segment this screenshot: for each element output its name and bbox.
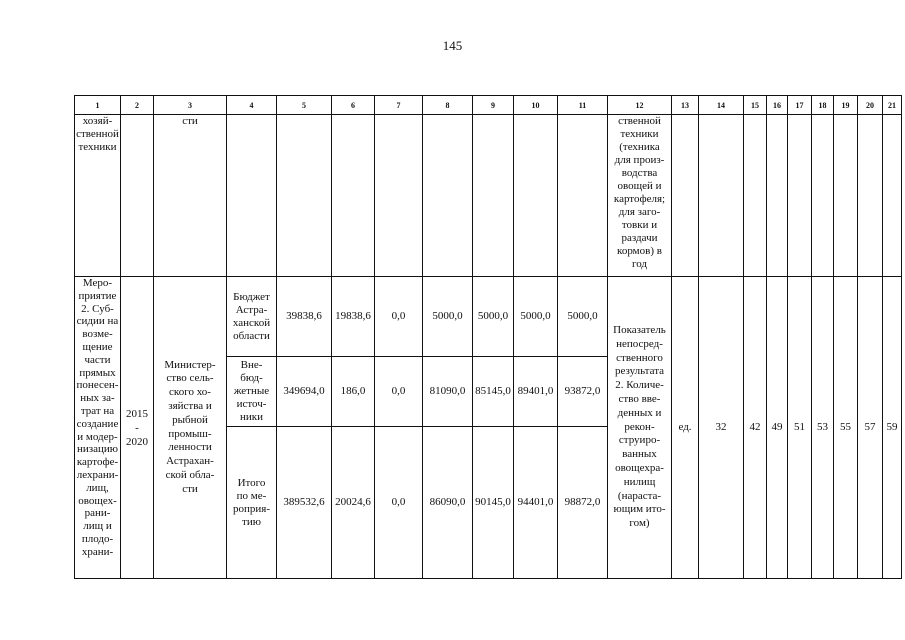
source-name-cell: [227, 427, 277, 579]
empty-cell: [121, 115, 154, 277]
measure-period-cell: [121, 277, 154, 579]
indicator-text: Показатель непосред- ственного результата 2. Количе- ство вве- денных и рекон- струиро- ванных овощехра- нилищ (нараста- ющим ито- гом): [613, 324, 666, 530]
empty-cell: [332, 115, 375, 277]
measure-period-text: 2015 - 2020: [126, 407, 148, 448]
source-name-text: Итого по ме- роприя- тию: [233, 476, 270, 528]
target-cell: 55: [834, 277, 858, 579]
column-header: 5: [277, 96, 332, 115]
column-header: 17: [788, 96, 812, 115]
empty-cell: [883, 115, 902, 277]
empty-cell: [558, 115, 608, 277]
continuation-indicator-text: ственной техники (техника для произ- водства овощей и картофеля; для заго- товки и раздачи кормов) в год: [613, 115, 666, 270]
empty-cell: [834, 115, 858, 277]
measure-row-budget: [75, 277, 902, 357]
column-header: 21: [883, 96, 902, 115]
value-cell: 89401,0: [514, 357, 558, 427]
empty-cell: [672, 115, 699, 277]
column-header: 15: [744, 96, 767, 115]
value-cell: 186,0: [332, 357, 375, 427]
target-cell: 32: [699, 277, 744, 579]
source-name-cell: [227, 357, 277, 427]
value-cell: 0,0: [375, 427, 423, 579]
column-header: 14: [699, 96, 744, 115]
column-header: 19: [834, 96, 858, 115]
empty-cell: [514, 115, 558, 277]
value-cell: 86090,0: [423, 427, 473, 579]
source-name-cell: [227, 277, 277, 357]
empty-cell: [767, 115, 788, 277]
value-cell: 90145,0: [473, 427, 514, 579]
value-cell: 0,0: [375, 277, 423, 357]
value-cell: 94401,0: [514, 427, 558, 579]
source-name-text: Бюджет Астра- ханской области: [232, 290, 271, 342]
measure-executor-cell: [154, 277, 227, 579]
value-cell: 5000,0: [423, 277, 473, 357]
target-cell: 51: [788, 277, 812, 579]
value-cell: 93872,0: [558, 357, 608, 427]
empty-cell: [375, 115, 423, 277]
column-header: 4: [227, 96, 277, 115]
column-header: 3: [154, 96, 227, 115]
empty-cell: [744, 115, 767, 277]
empty-cell: [473, 115, 514, 277]
continuation-name-cell: [75, 115, 121, 277]
value-cell: 5000,0: [514, 277, 558, 357]
target-cell: 57: [858, 277, 883, 579]
column-header: 6: [332, 96, 375, 115]
column-header: 16: [767, 96, 788, 115]
empty-cell: [788, 115, 812, 277]
value-cell: 20024,6: [332, 427, 375, 579]
column-header: 12: [608, 96, 672, 115]
continuation-executor-cell: [154, 115, 227, 277]
value-cell: 19838,6: [332, 277, 375, 357]
empty-cell: [227, 115, 277, 277]
value-cell: 39838,6: [277, 277, 332, 357]
continuation-indicator-cell: [608, 115, 672, 277]
indicator-cell: [608, 277, 672, 579]
unit-cell: ед.: [672, 277, 699, 579]
column-header: 13: [672, 96, 699, 115]
target-cell: 42: [744, 277, 767, 579]
measure-name-cell: [75, 277, 121, 579]
source-name-text: Вне- бюд- жетные источ- ники: [233, 359, 270, 423]
column-header: 18: [812, 96, 834, 115]
column-header: 20: [858, 96, 883, 115]
value-cell: 349694,0: [277, 357, 332, 427]
value-cell: 5000,0: [473, 277, 514, 357]
column-header: 2: [121, 96, 154, 115]
target-cell: 53: [812, 277, 834, 579]
value-cell: 0,0: [375, 357, 423, 427]
empty-cell: [277, 115, 332, 277]
measure-name-text: Меро- приятие 2. Суб- сидии на возме- щение части прямых понесен- ных за- трат на создание и модер- низацию картофе- лехрани- лищ, овощех- рани- лищ и плодо- храни-: [76, 277, 119, 558]
column-header: 9: [473, 96, 514, 115]
empty-cell: [812, 115, 834, 277]
continuation-executor-text: сти: [182, 115, 198, 127]
value-cell: 81090,0: [423, 357, 473, 427]
value-cell: 389532,6: [277, 427, 332, 579]
empty-cell: [858, 115, 883, 277]
target-cell: 59: [883, 277, 902, 579]
program-table: [74, 95, 902, 579]
value-cell: 98872,0: [558, 427, 608, 579]
empty-cell: [423, 115, 473, 277]
column-header: 8: [423, 96, 473, 115]
column-header: 11: [558, 96, 608, 115]
target-cell: 49: [767, 277, 788, 579]
page-number: 145: [442, 38, 463, 53]
value-cell: 5000,0: [558, 277, 608, 357]
continuation-name-text: хозяй- ственной техники: [76, 115, 119, 153]
value-cell: 85145,0: [473, 357, 514, 427]
column-header: 1: [75, 96, 121, 115]
header-row: [75, 96, 902, 115]
column-header: 7: [375, 96, 423, 115]
measure-executor-text: Министер- ство сель- ского хо- зяйства и рыбной промыш- ленности Астрахан- ской обла- сти: [164, 358, 216, 495]
continuation-row: [75, 115, 902, 277]
column-header: 10: [514, 96, 558, 115]
empty-cell: [699, 115, 744, 277]
